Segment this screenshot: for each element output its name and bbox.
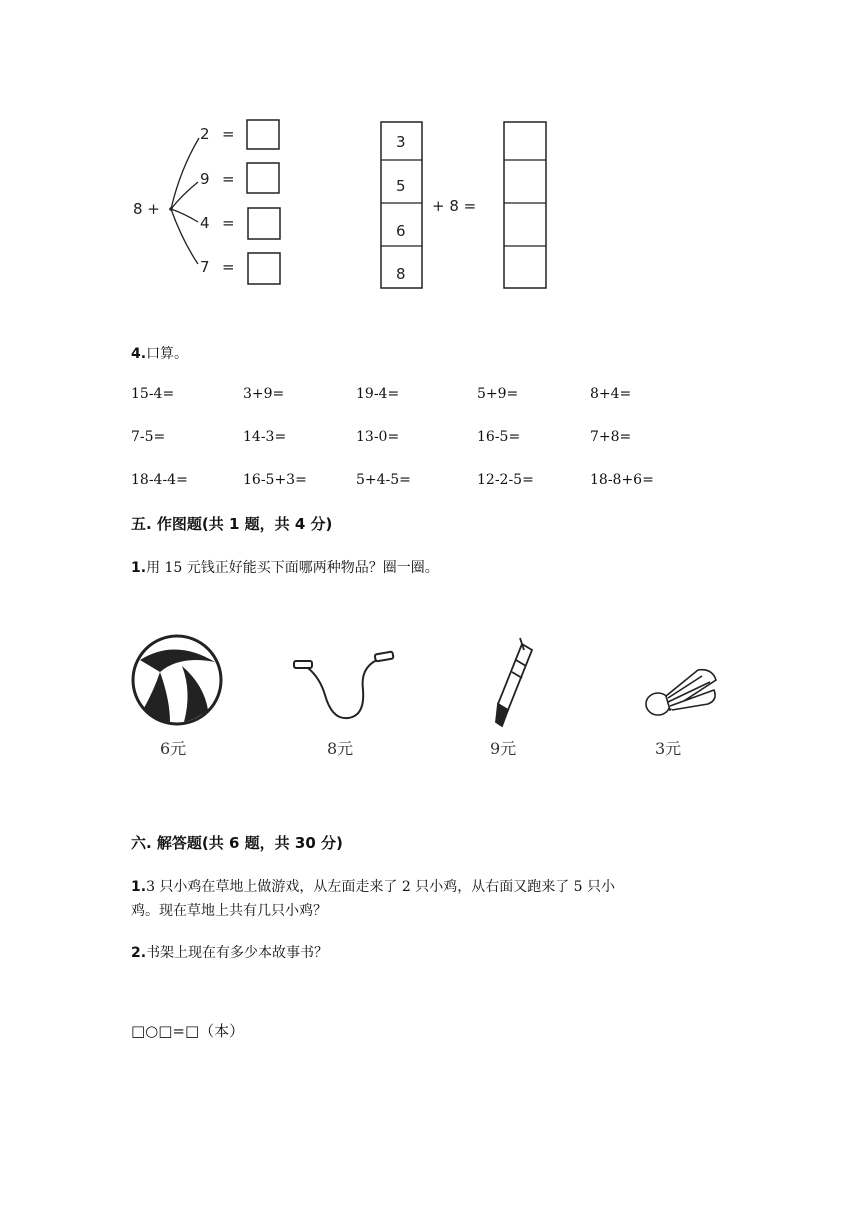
fan-base-label: 8 +	[133, 200, 160, 218]
calc-item: 16-5=	[477, 429, 521, 445]
fan-row-1-number: 2	[200, 125, 210, 143]
ball-price: 6元	[160, 739, 187, 758]
calc-item: 3+9=	[243, 386, 285, 402]
question-1-line-1	[131, 875, 731, 899]
question-number: 1.	[131, 560, 147, 576]
column-operator: + 8 =	[432, 197, 477, 215]
section-6-question-2	[131, 942, 328, 962]
calc-item: 15-4=	[131, 386, 175, 402]
jump-rope-price: 8元	[327, 739, 354, 758]
calc-item: 8+4=	[590, 386, 632, 402]
fan-row-4-number: 7	[200, 258, 210, 276]
question-number: 2.	[131, 945, 147, 961]
question-number: 1.	[131, 879, 147, 895]
jump-rope-icon[interactable]	[294, 651, 394, 718]
question-4-number: 4.	[131, 346, 147, 362]
pen-price: 9元	[490, 739, 517, 758]
calc-item: 13-0=	[356, 429, 400, 445]
addend-cell-4: 8	[396, 265, 406, 283]
question-1-line-2: 鸡。现在草地上共有几只小鸡？	[131, 903, 327, 919]
fan-row-1-answer-box[interactable]	[247, 120, 279, 149]
section-5-question-1	[131, 557, 439, 577]
section-6-title: 六. 解答题(共 6 题，共 30 分)	[131, 834, 343, 852]
fan-row-2-answer-box[interactable]	[247, 163, 279, 193]
addend-column	[381, 122, 422, 288]
pen-icon[interactable]	[496, 638, 532, 726]
calc-item: 19-4=	[356, 386, 400, 402]
question-4-text: 口算。	[146, 346, 189, 362]
fan-lines	[171, 138, 199, 264]
answer-template[interactable]: □○□=□（本）	[131, 1022, 245, 1040]
calc-item: 18-4-4=	[131, 472, 188, 488]
addition-diagrams	[0, 0, 860, 320]
fan-row-2-equals: =	[222, 170, 235, 188]
question-text: 用 15 元钱正好能买下面哪两种物品？圈一圈。	[146, 560, 439, 576]
shuttlecock-price: 3元	[655, 739, 682, 758]
ball-icon[interactable]	[133, 636, 221, 724]
calc-item: 14-3=	[243, 429, 287, 445]
shopping-items	[120, 630, 740, 730]
addend-cell-2: 5	[396, 177, 406, 195]
calc-item: 7-5=	[131, 429, 166, 445]
result-column[interactable]	[504, 122, 546, 288]
fan-row-3-number: 4	[200, 214, 210, 232]
question-4-heading	[131, 343, 188, 363]
question-text: 3 只小鸡在草地上做游戏，从左面走来了 2 只小鸡，从右面又跑来了 5 只小	[146, 879, 616, 895]
section-5-title: 五. 作图题(共 1 题，共 4 分)	[131, 515, 333, 533]
fan-row-1-equals: =	[222, 125, 235, 143]
section-6-question-1	[131, 875, 731, 923]
fan-row-2-number: 9	[200, 170, 210, 188]
fan-row-3-answer-box[interactable]	[248, 208, 280, 239]
fan-row-3-equals: =	[222, 214, 235, 232]
fan-row-4-answer-box[interactable]	[248, 253, 280, 284]
calc-item: 16-5+3=	[243, 472, 307, 488]
calc-item: 12-2-5=	[477, 472, 534, 488]
calc-item: 18-8+6=	[590, 472, 654, 488]
calc-item: 7+8=	[590, 429, 632, 445]
calc-item: 5+4-5=	[356, 472, 411, 488]
addend-cell-3: 6	[396, 222, 406, 240]
question-text: 书架上现在有多少本故事书？	[146, 945, 329, 961]
calc-item: 5+9=	[477, 386, 519, 402]
fan-row-4-equals: =	[222, 258, 235, 276]
addend-cell-1: 3	[396, 133, 406, 151]
shuttlecock-icon[interactable]	[646, 670, 716, 715]
